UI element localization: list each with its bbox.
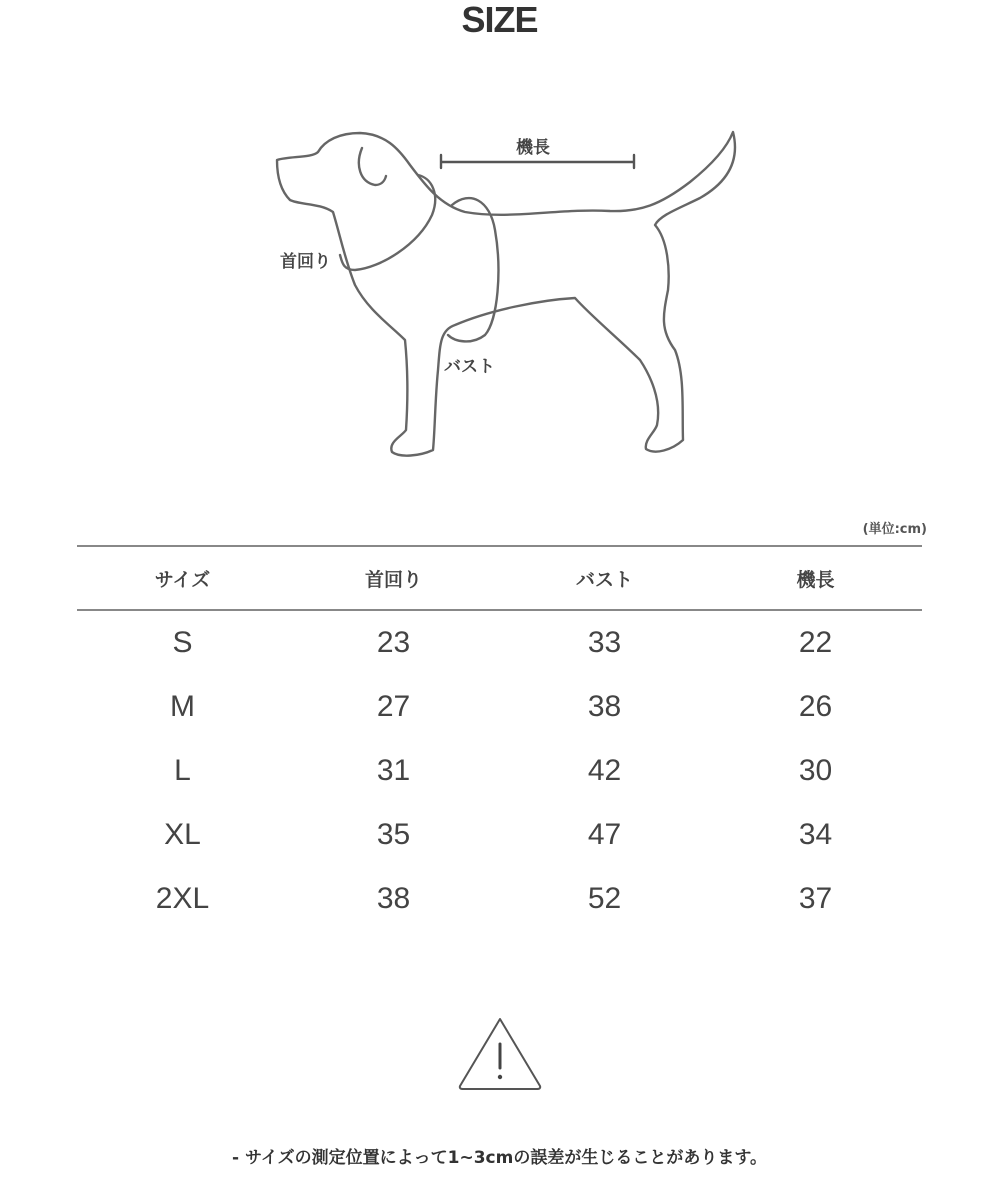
bust-label: バスト: [444, 357, 495, 377]
table-row: [77, 803, 922, 867]
dog-body-outline: [277, 132, 735, 456]
bust-loop: [448, 198, 498, 341]
length-cell: 34: [798, 818, 833, 851]
bust-cell: 42: [587, 754, 622, 787]
bust-cell: 38: [587, 690, 622, 723]
neck-label: 首回り: [280, 252, 331, 272]
table-row: [77, 675, 922, 739]
table-row: [77, 739, 922, 803]
neck-cell: 38: [376, 882, 411, 915]
header-neck: 首回り: [364, 568, 422, 591]
table-header-row: [77, 547, 922, 609]
measurement-note: - サイズの測定位置によって1~3cmの誤差が生じることがあります。: [232, 1148, 767, 1168]
unit-label: (単位:cm): [862, 522, 927, 537]
length-cell: 22: [798, 626, 833, 659]
size-cell: 2XL: [155, 882, 210, 915]
neck-cell: 23: [376, 626, 411, 659]
header-bust: バスト: [575, 568, 633, 591]
neck-cell: 31: [376, 754, 411, 787]
warning-icon: [457, 1016, 543, 1092]
bust-cell: 47: [587, 818, 622, 851]
neck-cell: 35: [376, 818, 411, 851]
table-row: [77, 867, 922, 931]
size-cell: L: [174, 754, 191, 787]
dog-ear: [359, 148, 386, 185]
size-cell: S: [172, 626, 193, 659]
length-cell: 37: [798, 882, 833, 915]
neck-loop: [340, 175, 435, 270]
dog-outline-diagram: [0, 0, 999, 480]
length-cell: 30: [798, 754, 833, 787]
page-title: SIZE: [461, 0, 538, 40]
bust-cell: 52: [587, 882, 622, 915]
header-size: サイズ: [154, 568, 211, 591]
table-row: [77, 611, 922, 675]
bust-cell: 33: [587, 626, 622, 659]
size-table: [77, 547, 922, 931]
size-cell: XL: [164, 818, 201, 851]
neck-cell: 27: [376, 690, 411, 723]
size-cell: M: [170, 690, 195, 723]
length-label: 機長: [516, 138, 550, 158]
length-cell: 26: [798, 690, 833, 723]
header-length: 機長: [796, 568, 835, 591]
